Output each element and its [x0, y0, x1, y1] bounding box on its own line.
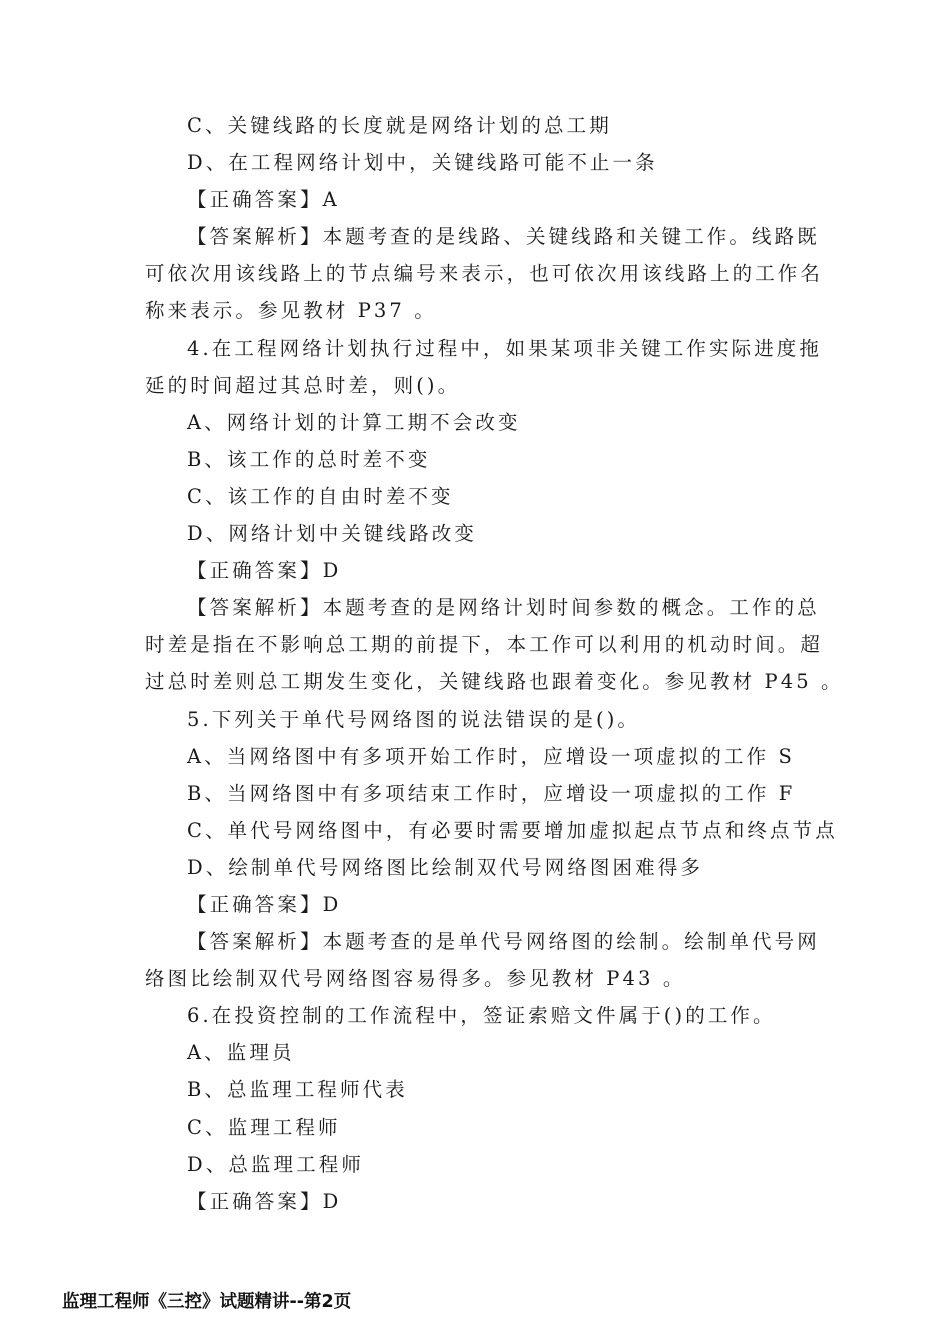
text-line: D、总监理工程师	[187, 1152, 364, 1176]
text-line: D、在工程网络计划中，关键线路可能不止一条	[187, 151, 658, 175]
text-line: 络图比绘制双代号网络图容易得多。参见教材 P43 。	[145, 967, 686, 991]
text-line: 6.在投资控制的工作流程中，签证索赔文件属于()的工作。	[187, 1004, 776, 1028]
text-line: A、网络计划的计算工期不会改变	[187, 410, 521, 434]
page-footer: 监理工程师《三控》试题精讲--第2页	[62, 1292, 352, 1312]
text-line: 5.下列关于单代号网络图的说法错误的是()。	[187, 707, 641, 731]
text-line: 【正确答案】D	[187, 1189, 342, 1213]
text-line: 时差是指在不影响总工期的前提下，本工作可以利用的机动时间。超	[145, 633, 824, 657]
text-line: B、该工作的总时差不变	[187, 447, 431, 471]
text-line: A、监理员	[187, 1041, 295, 1065]
text-line: C、关键线路的长度就是网络计划的总工期	[187, 114, 612, 137]
text-line: 【正确答案】D	[187, 559, 342, 583]
text-line: C、该工作的自由时差不变	[187, 484, 454, 508]
document-body	[145, 107, 844, 1220]
text-line: 【答案解析】本题考查的是网络计划时间参数的概念。工作的总	[187, 596, 820, 620]
text-line: B、总监理工程师代表	[187, 1078, 408, 1102]
text-line: 延的时间超过其总时差，则()。	[145, 373, 461, 397]
text-line: C、单代号网络图中，有必要时需要增加虚拟起点节点和终点节点	[187, 818, 838, 842]
text-line: B、当网络图中有多项结束工作时，应增设一项虚拟的工作 F	[187, 781, 796, 805]
text-line: 【正确答案】A	[187, 188, 340, 212]
text-line: C、监理工程师	[187, 1115, 341, 1139]
text-line: 【答案解析】本题考查的是线路、关键线路和关键工作。线路既	[187, 225, 820, 249]
text-line: 4.在工程网络计划执行过程中，如果某项非关键工作实际进度拖	[187, 336, 823, 360]
text-line: 【正确答案】D	[187, 892, 342, 916]
text-line: D、绘制单代号网络图比绘制双代号网络图困难得多	[187, 855, 703, 879]
text-line: 【答案解析】本题考查的是单代号网络图的绘制。绘制单代号网	[187, 930, 820, 954]
text-line: 过总时差则总工期发生变化，关键线路也跟着变化。参见教材 P45 。	[145, 670, 844, 694]
text-line: 称来表示。参见教材 P37 。	[145, 299, 437, 323]
text-line: 可依次用该线路上的节点编号来表示，也可依次用该线路上的工作名	[145, 262, 824, 286]
text-line: A、当网络图中有多项开始工作时，应增设一项虚拟的工作 S	[187, 744, 795, 768]
text-line: D、网络计划中关键线路改变	[187, 522, 477, 546]
